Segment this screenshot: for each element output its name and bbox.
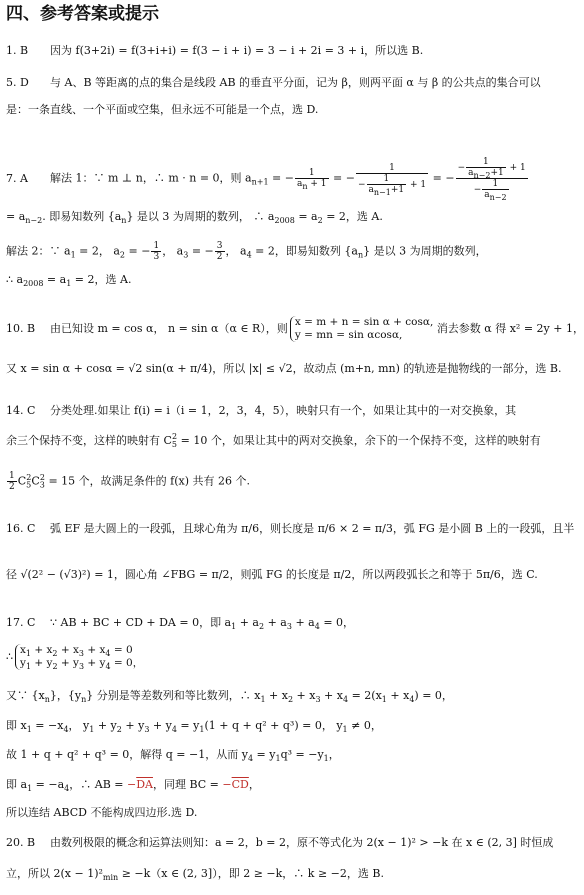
fraction: 1 − $\frac{1}{a_{n-1}+1}$ + 1 bbox=[357, 162, 427, 197]
answer-text: 解法 1：∵ m ⊥ n，∴ m · n = 0，则 a bbox=[50, 171, 252, 185]
answer-7-cont: = $a_{n-2}$. 即易知数列 $\{a_n\}$ 是以 3 为周期的数列， ∴ $a_{2008} = a_2 = 2$，选 A. bbox=[6, 210, 383, 226]
answer-17-cont-1: 又∵ $\{x_n\}$，$\{y_n\}$ 分别是等差数列和等比数列，∴ $x_1 + x_2 + x_3 + x_4 = 2(x_1 + x_4) = 0$， bbox=[6, 689, 453, 705]
highlighted-vector: $-\overline{CD}$ bbox=[222, 778, 249, 791]
answer-text: 因为 f(3+2i) = f(3+i+i) = f(3 − i + i) = 3 − i + 2i = 3 + i，所以选 B. bbox=[50, 44, 424, 57]
equation-system: x = m + n = sin α + cosα, y = mn = sin αcosα, bbox=[290, 316, 434, 342]
answer-17-cont-4: 即 $a_1 = -a_4$，∴ AB = $-\overline{DA}$，同理 BC = $-\overline{CD}$， bbox=[6, 778, 260, 794]
answer-17-conclusion: 所以连结 ABCD 不能构成四边形.选 D. bbox=[6, 806, 198, 819]
answer-text: 与 A、B 等距离的点的集合是线段 AB 的垂直平分面，记为 β，则两平面 α 与 β 的公共点的集合可以 bbox=[50, 76, 541, 89]
answer-number: 20. B bbox=[6, 836, 36, 849]
answer-number: 5. D bbox=[6, 76, 29, 89]
answer-16: 16. C 弧 EF 是大圆上的一段弧，且球心角为 π/6，则长度是 π/6 × 2 = π/3，弧 FG 是小圆 B 上的一段弧，且半 bbox=[6, 522, 575, 535]
answer-17-system: ∴ $x_1 + x_2 + x_3 + x_4 = 0$ $y_1 + y_2 + y_3 + y_4 = 0$， bbox=[6, 644, 144, 672]
answer-7-cont-2: ∴ $a_{2008} = a_1 = 2$，选 A. bbox=[6, 273, 132, 289]
fraction: − $\frac{1}{a_{n-2}+1}$ + 1 − $\frac{1}{a_{n-2}}$ bbox=[457, 157, 526, 202]
answer-text: 是：一条直线、一个平面或空集，但永远不可能是一个点，选 D. bbox=[6, 103, 319, 116]
answer-number: 10. B bbox=[6, 322, 36, 335]
answer-14: 14. C 分类处理.如果让 f(i) = i（i = 1，2，3，4，5），映射只有一个，如果让其中的一对交换象，其 bbox=[6, 404, 517, 417]
answer-20-cont: 立，所以 $2(x - 1)^2_{min} \ge -k(x$ ∈ (2, 3]），即 2 ≥ −k，∴ k ≥ −2，选 B. bbox=[6, 867, 384, 883]
answer-7: 7. A 解法 1：∵ m ⊥ n，∴ m · n = 0，则 $a_{n+1}$ = − $\frac{1}{a_n + 1}$ = − 1 − $\frac{1}{a_{n-1}+1}$ + 1 = − − $\frac{1}{a_{n-2}+1}$ + 1 − $\frac{1}{a_{n-2}}$ bbox=[6, 157, 526, 202]
answer-1 bbox=[6, 44, 544, 58]
answer-10-cont: 又 x = sin α + cosα = √2 sin(α + π/4)，所以 |x| ≤ √2，故动点 (m+n, mn) 的轨迹是抛物线的一部分，选 B. bbox=[6, 362, 562, 375]
answer-number: 17. C bbox=[6, 616, 36, 629]
section-heading: 四、参考答案或提示 bbox=[6, 4, 159, 24]
answer-5 bbox=[6, 76, 544, 90]
answer-17-cont-3: 故 1 + q + q² + q³ = 0，解得 q = −1，从而 $y_4 = y_1q^3 = -y_1$， bbox=[6, 748, 340, 764]
answer-5-cont bbox=[6, 103, 544, 117]
answer-7-method-2: 解法 2：∵ $a_1 = 2$， $a_2$ = − $\frac{1}{3}$ ， $a_3$ = − $\frac{3}{2}$ ， $a_4 = 2$，即易知数列 $\{a_n\}$ 是以 3 为周期的数列， bbox=[6, 241, 487, 262]
answer-number: 7. A bbox=[6, 171, 28, 185]
fraction: $\frac{1}{a_n + 1}$ bbox=[297, 168, 327, 191]
answer-14-cont: 余三个保持不变，这样的映射有 $C_5^2 = 10$ 个，如果让其中的两对交换象，余下的一个保持不变，这样的映射有 bbox=[6, 432, 541, 450]
answer-16-cont: 径 √(2² − (√3)²) = 1，圆心角 ∠FBG = π/2，则弧 FG 的长度是 π/2，所以两段弧长之和等于 5π/6，选 C. bbox=[6, 568, 538, 581]
answer-number: 16. C bbox=[6, 522, 36, 535]
answer-20: 20. B 由数列极限的概念和运算法则知：a = 2，b = 2，原不等式化为 2(x − 1)² > −k 在 x ∈ (2, 3] 时恒成 bbox=[6, 836, 554, 849]
answer-17: 17. C ∵ AB + BC + CD + DA = 0，即 $a_1 + a_2 + a_3 + a_4 = 0$， bbox=[6, 616, 355, 632]
answer-14-cont-2: $\frac{1}{2}$ $C_5^2C_3^2 = 15$ 个，故满足条件的 f(x) 共有 26 个. bbox=[9, 471, 250, 492]
equation-system: $x_1 + x_2 + x_3 + x_4 = 0$ $y_1 + y_2 + y_3 + y_4 = 0$， bbox=[15, 644, 143, 670]
answer-17-cont-2: 即 $x_1 = -x_4$， $y_1 + y_2 + y_3 + y_4 = y_1(1 + q + q^2 + q^3) = 0$， $y_1 \ne 0$， bbox=[6, 719, 382, 735]
answer-10: 10. B 由已知设 m = cos α， n = sin α（α ∈ R），则 x = m + n = sin α + cosα, y = mn = sin αcosα, 消去参数 α 得 x² = 2y + 1， bbox=[6, 316, 584, 341]
answer-number: 1. B bbox=[6, 44, 29, 57]
highlighted-vector: $-\overline{DA}$ bbox=[126, 778, 153, 791]
answer-number: 14. C bbox=[6, 404, 36, 417]
